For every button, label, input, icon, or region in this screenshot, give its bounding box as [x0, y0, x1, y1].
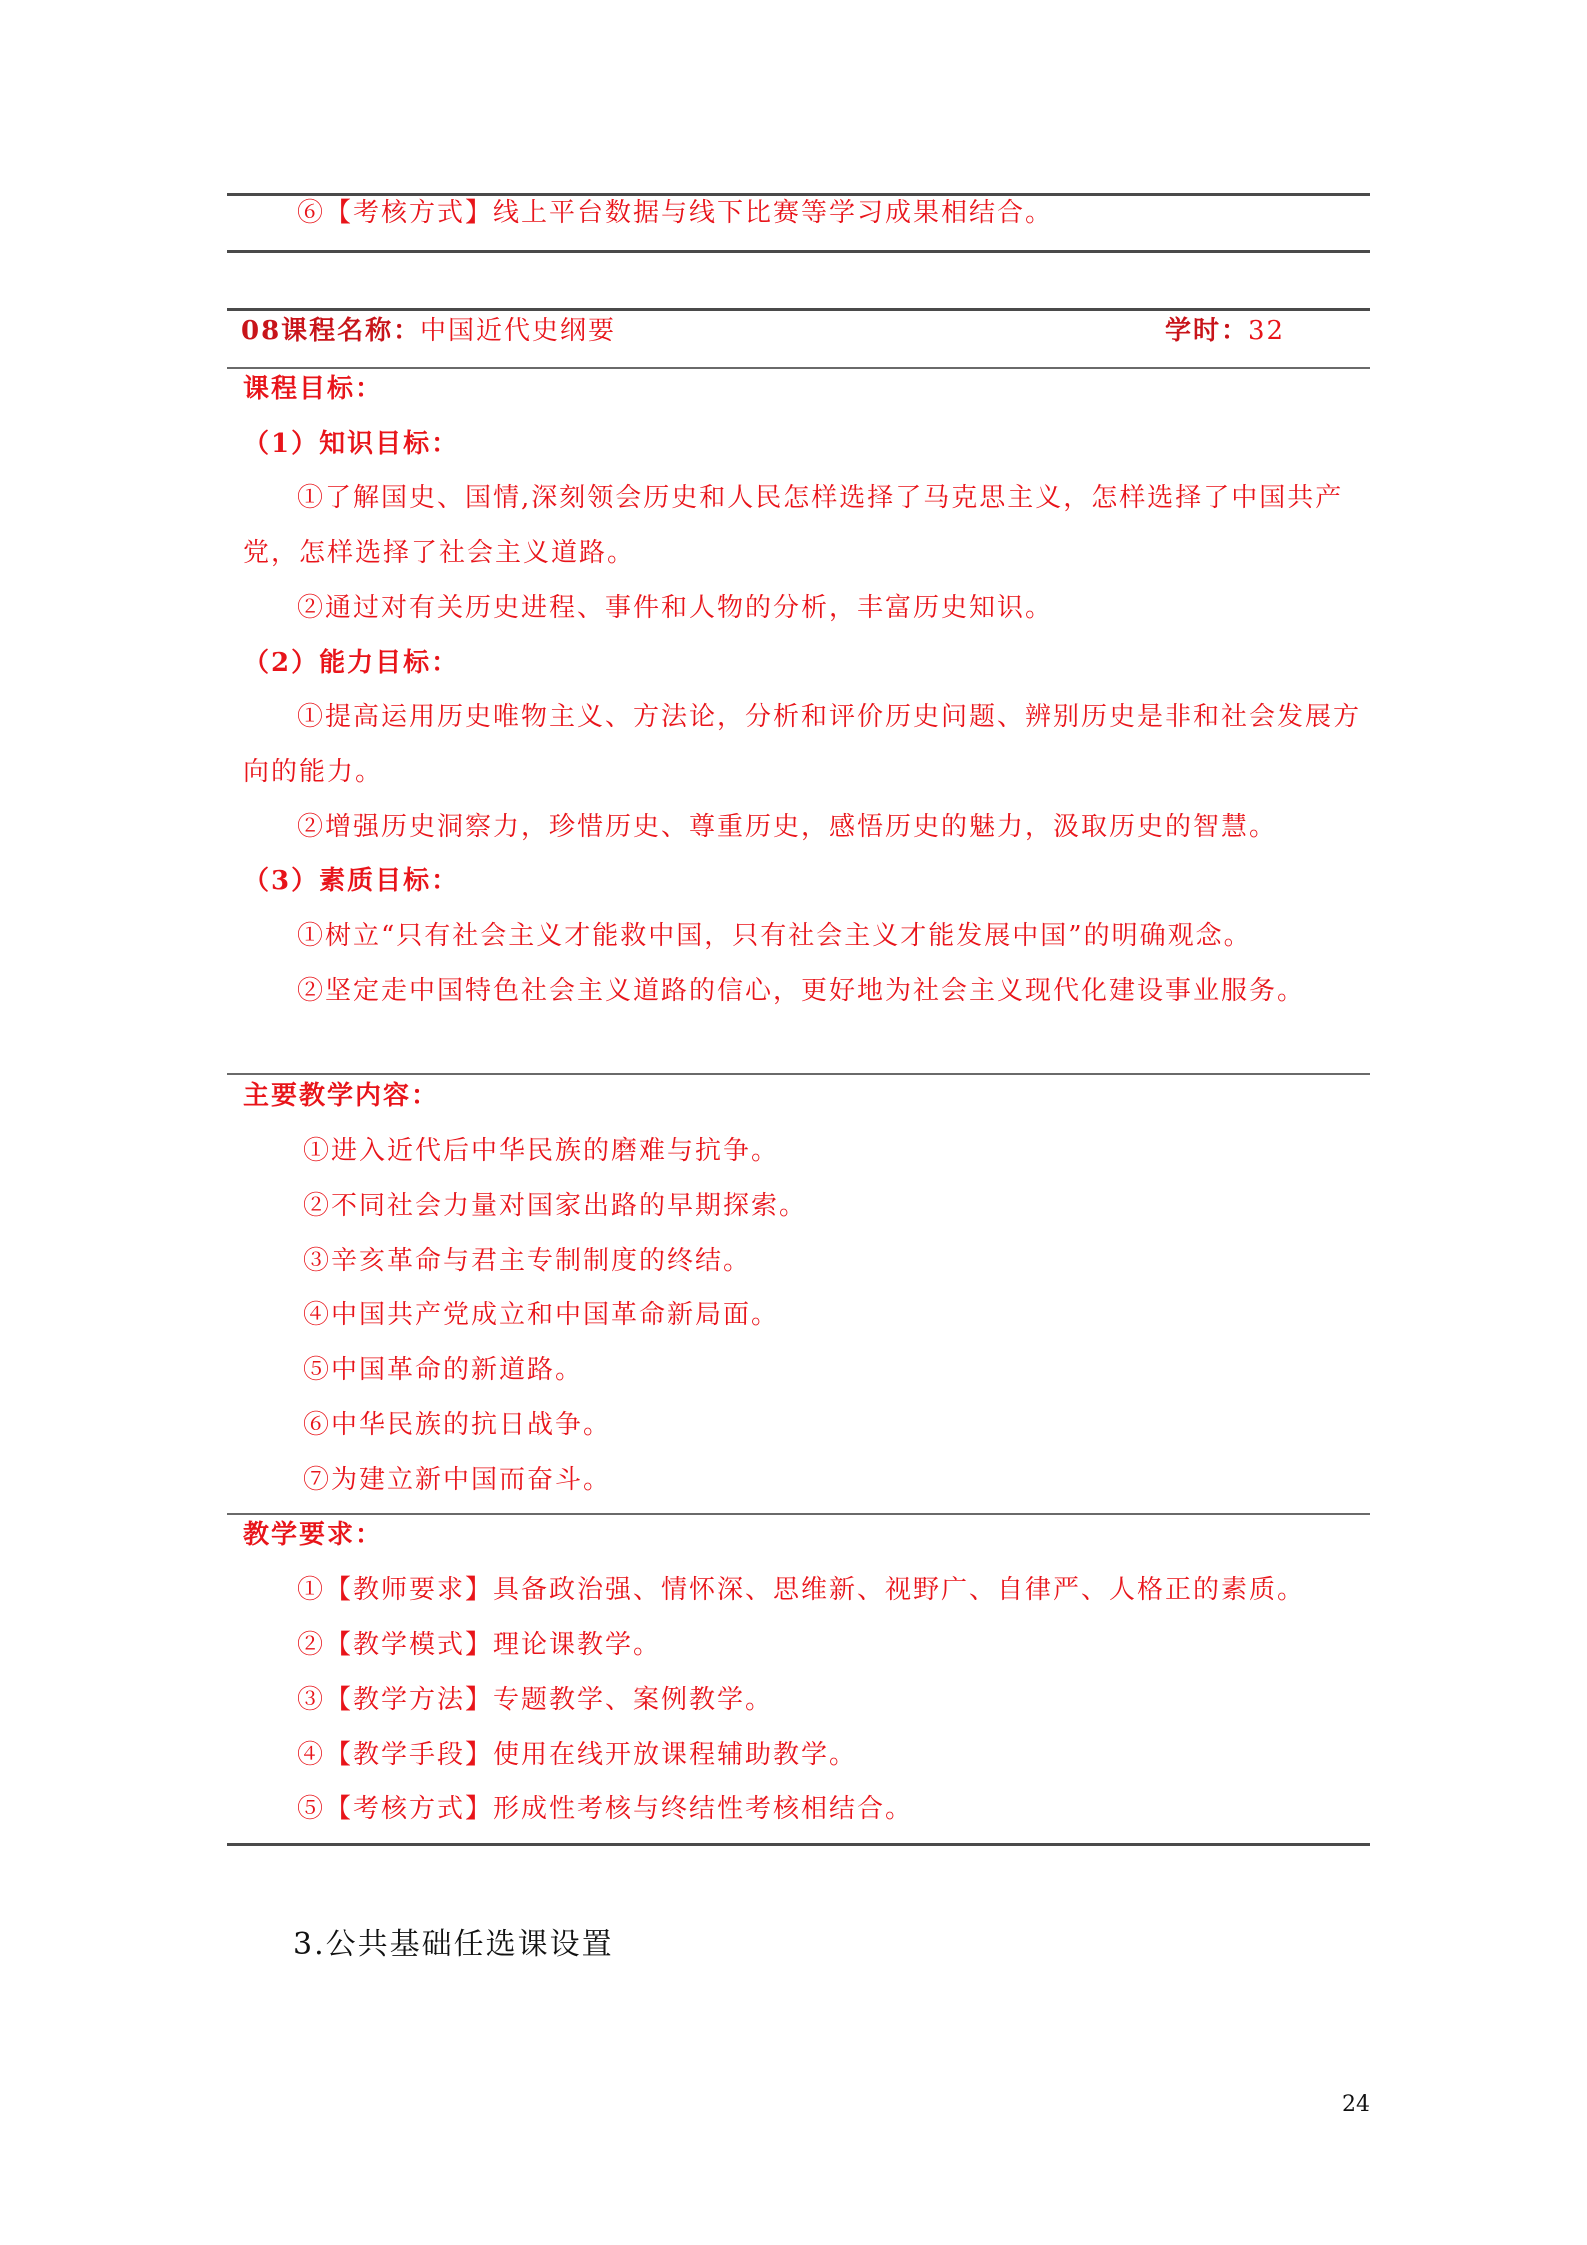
content-top-rule: [227, 1073, 1370, 1075]
knowledge-objectives-heading: （1）知识目标：: [243, 429, 460, 459]
content-item: ⑤中国革命的新道路。: [303, 1355, 584, 1385]
course-hours-label: 学时：: [1165, 316, 1250, 346]
ability-objectives-heading: （2）能力目标：: [243, 648, 460, 678]
content-item: ④中国共产党成立和中国革命新局面。: [303, 1300, 780, 1330]
requirements-heading: 教学要求：: [243, 1520, 384, 1550]
requirement-item: ④【教学手段】使用在线开放课程辅助教学。: [297, 1740, 858, 1770]
section-heading: 3.公共基础任选课设置: [293, 1927, 614, 1962]
requirement-item: ⑤【考核方式】形成性考核与终结性考核相结合。: [297, 1794, 914, 1824]
ability-item-2: ②增强历史洞察力，珍惜历史、尊重历史，感悟历史的魅力，汲取历史的智慧。: [297, 812, 1278, 842]
table-bottom-rule: [227, 250, 1370, 253]
content-item: ⑦为建立新中国而奋斗。: [303, 1465, 612, 1495]
content-item: ⑥中华民族的抗日战争。: [303, 1410, 612, 1440]
requirement-item: ②【教学模式】理论课教学。: [297, 1630, 662, 1660]
content-item: ②不同社会力量对国家出路的早期探索。: [303, 1191, 808, 1221]
page-number: 24: [1342, 2092, 1370, 2117]
course-name: 中国近代史纲要: [420, 316, 617, 346]
objectives-heading: 课程目标：: [243, 374, 384, 404]
requirements-top-rule: [227, 1513, 1370, 1515]
content-item: ①进入近代后中华民族的磨难与抗争。: [303, 1136, 780, 1166]
course-name-label: 08课程名称：: [241, 316, 422, 346]
course-header-rule: [227, 367, 1370, 369]
course-table-bottom-rule: [227, 1843, 1370, 1846]
quality-objectives-heading: （3）素质目标：: [243, 866, 460, 896]
knowledge-item-2: ②通过对有关历史进程、事件和人物的分析，丰富历史知识。: [297, 593, 1054, 623]
requirement-item: ①【教师要求】具备政治强、情怀深、思维新、视野广、自律严、人格正的素质。: [297, 1575, 1306, 1605]
knowledge-item-1: ①了解国史、国情,深刻领会历史和人民怎样选择了马克思主义，怎样选择了中国共产: [297, 483, 1344, 513]
content-heading: 主要教学内容：: [243, 1081, 440, 1111]
ability-item-1: ①提高运用历史唯物主义、方法论，分析和评价历史问题、辨别历史是非和社会发展方: [297, 702, 1362, 732]
knowledge-item-1-continued: 党，怎样选择了社会主义道路。: [243, 538, 636, 568]
quality-item-2: ②坚定走中国特色社会主义道路的信心，更好地为社会主义现代化建设事业服务。: [297, 976, 1306, 1006]
course-hours: 32: [1248, 316, 1286, 346]
quality-item-1: ①树立“只有社会主义才能救中国，只有社会主义才能发展中国”的明确观念。: [297, 921, 1252, 951]
course-table-top-rule: [227, 308, 1370, 311]
previous-assessment-line: ⑥【考核方式】线上平台数据与线下比赛等学习成果相结合。: [297, 198, 1054, 228]
content-item: ③辛亥革命与君主专制制度的终结。: [303, 1246, 752, 1276]
requirement-item: ③【教学方法】专题教学、案例教学。: [297, 1685, 774, 1715]
ability-item-1-continued: 向的能力。: [243, 757, 384, 787]
